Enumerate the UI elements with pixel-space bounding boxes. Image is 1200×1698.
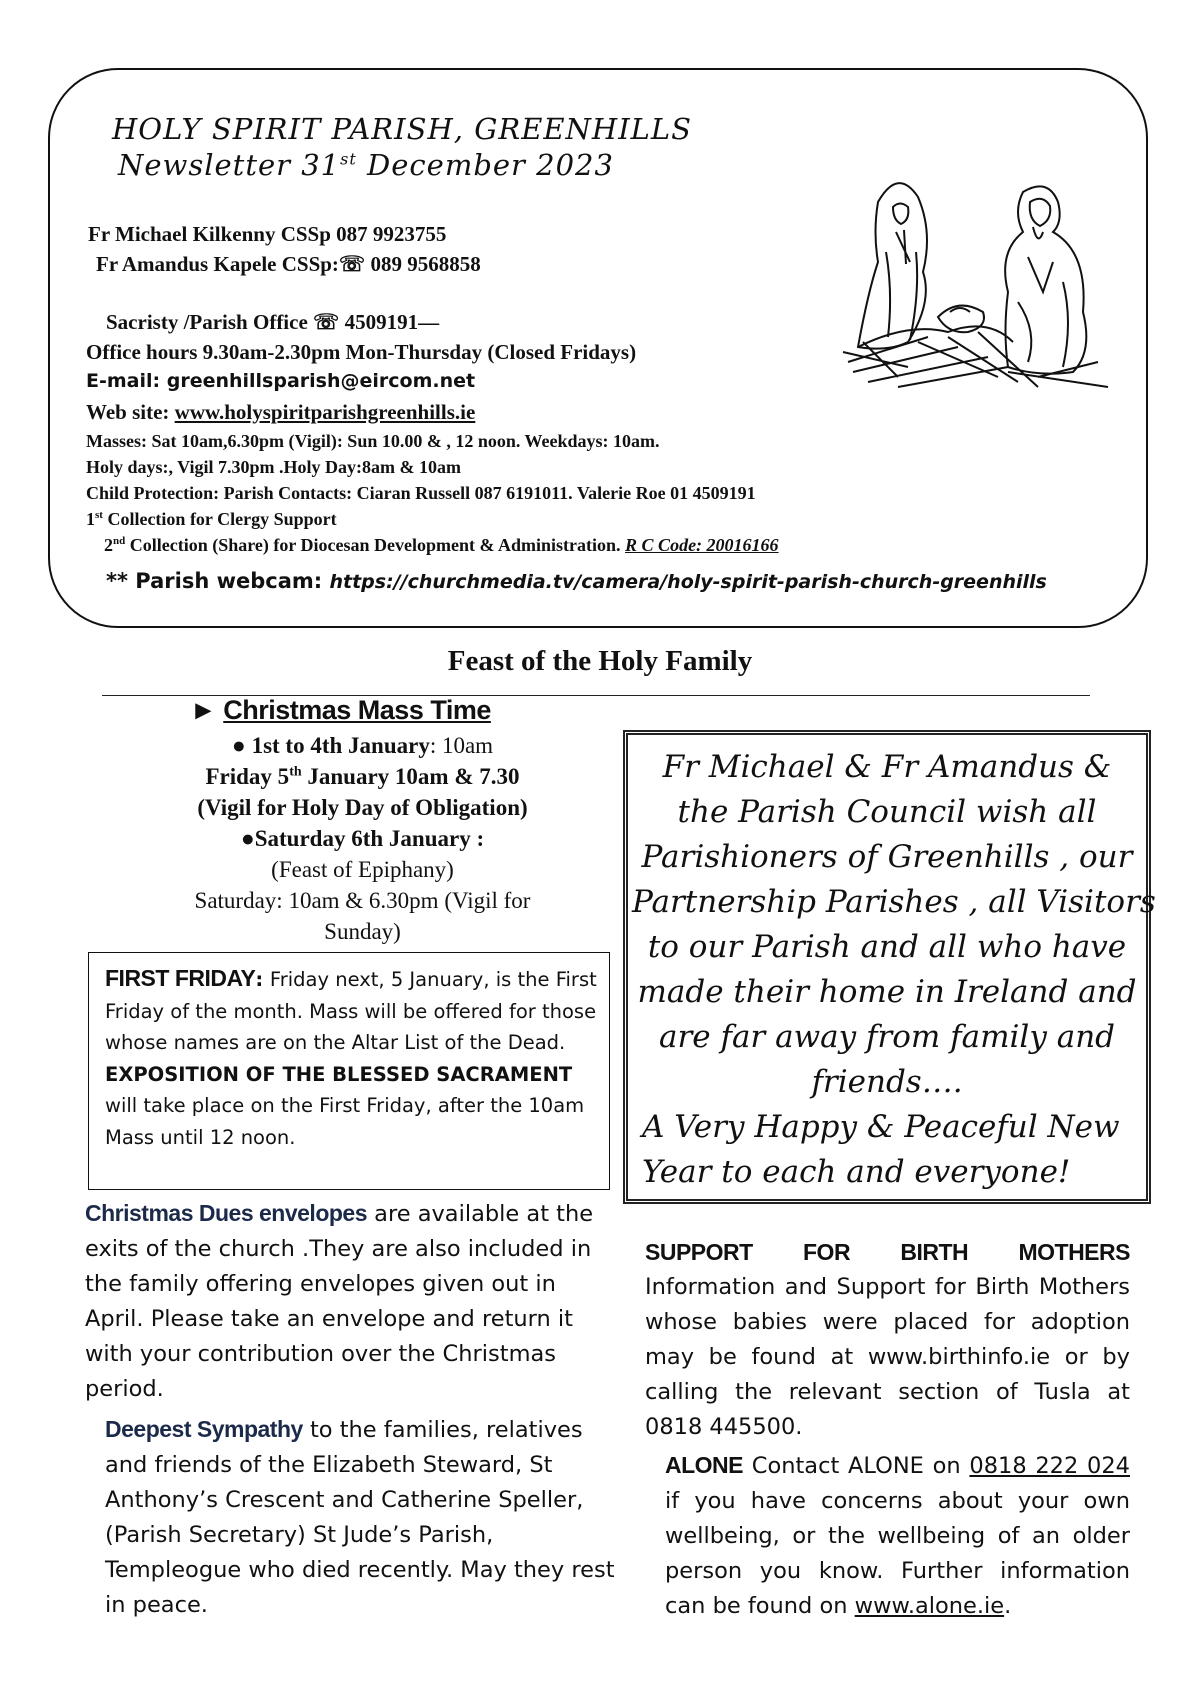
priest-2-contact: Fr Amandus Kapele CSSp:☏ 089 9568858 (96, 252, 481, 276)
website-link[interactable]: www.holyspiritparishgreenhills.ie (174, 400, 476, 424)
christmas-dues: Christmas Dues envelopes are available at the exits of the church .They are also included in the family offering envelopes given out in April. Please take an envelope and return it with your contribution over the Christmas period. (85, 1200, 594, 1402)
greeting-line: to our Parish and all who have (647, 929, 1127, 965)
sympathy-heading: Deepest Sympathy (105, 1416, 303, 1442)
greeting-line: Fr Michael & Fr Amandus & (662, 749, 1112, 785)
first-friday-box: FIRST FRIDAY: Friday next, 5 January, is the First Friday of the month. Mass will be offered for those whose names are on the Altar List of the Dead. EXPOSITION OF THE BLESSED SACRAMENT will take place on the First Friday, after the 10am Mass until 12 noon. (88, 952, 610, 1190)
mass-times: Masses: Sat 10am,6.30pm (Vigil): Sun 10.00 & , 12 noon. Weekdays: 10am. (86, 431, 660, 451)
birth-mothers-heading: SUPPORT FOR BIRTH MOTHERS (645, 1239, 1130, 1265)
deepest-sympathy: Deepest Sympathy to the families, relatives and friends of the Elizabeth Steward, St Anthony’s Crescent and Catherine Speller,(Parish Secretary) St Jude’s Parish, Templeogue who died recently. May they rest in peace. (105, 1416, 615, 1618)
alone-phone[interactable]: 0818 222 024 (969, 1453, 1130, 1479)
mass-line-5: (Feast of Epiphany) (271, 857, 454, 882)
dues-heading: Christmas Dues envelopes (85, 1200, 368, 1226)
greeting-line: the Parish Council wish all (677, 794, 1097, 830)
greeting-line: friends…. (811, 1064, 963, 1100)
mass-line-3: (Vigil for Holy Day of Obligation) (197, 795, 528, 820)
website: Web site: www.holyspiritparishgreenhills.ie (86, 400, 476, 424)
mass-line-7: Sunday) (324, 919, 401, 944)
mass-line-6: Saturday: 10am & 6.30pm (Vigil for (194, 888, 531, 913)
birth-mothers-support (645, 1235, 1130, 1445)
rc-code: R C Code: 20016166 (625, 535, 779, 555)
first-friday-heading: FIRST FRIDAY (105, 965, 256, 991)
greeting-text (632, 745, 1156, 1195)
alone-contact: ALONE Contact ALONE on 0818 222 024 if you have concerns about your own wellbeing, or the wellbeing of an older person you know. Further information can be found on www.alone.ie. (665, 1452, 1130, 1619)
child-protection: Child Protection: Parish Contacts: Ciaran Russell 087 6191011. Valerie Roe 01 4509191 (86, 483, 756, 503)
phone-icon: ☏ (313, 310, 340, 334)
newsletter-date: Newsletter 31st December 2023 (118, 148, 614, 182)
parish-webcam: ** Parish webcam: https://churchmedia.tv/camera/holy-spirit-parish-church-greenhills (106, 569, 1047, 593)
phone-icon: ☏ (338, 252, 366, 276)
greeting-line: Year to each and everyone! (642, 1154, 1071, 1190)
priest-1-contact: Fr Michael Kilkenny CSSp 087 9923755 (88, 222, 447, 246)
greeting-line: made their home in Ireland and (637, 974, 1137, 1010)
alone-website-link[interactable]: www.alone.ie (854, 1593, 1005, 1619)
alone-heading: ALONE (665, 1452, 743, 1478)
email: E-mail: greenhillsparish@eircom.net (86, 370, 476, 392)
mass-line-4: ●Saturday 6th January : (240, 826, 485, 851)
parish-title: HOLY SPIRIT PARISH, GREENHILLS (112, 112, 693, 146)
holy-days: Holy days:, Vigil 7.30pm .Holy Day:8am & 10am (86, 457, 462, 477)
arrow-right-icon: ► (190, 695, 217, 725)
christmas-mass-heading: ► Christmas Mass Time (190, 695, 491, 725)
mass-line-1: ● 1st to 4th January: 10am (231, 733, 494, 758)
greeting-line: are far away from family and (658, 1019, 1116, 1055)
feast-title: Feast of the Holy Family (447, 645, 753, 677)
second-collection: 2nd Collection (Share) for Diocesan Development & Administration. R C Code: 20016166 (104, 535, 779, 555)
greeting-line: Partnership Parishes , all Visitors (632, 884, 1156, 920)
first-collection: 1st Collection for Clergy Support (86, 509, 337, 529)
office-hours: Office hours 9.30am-2.30pm Mon-Thursday (Closed Fridays) (86, 340, 637, 364)
greeting-line: Parishioners of Greenhills , our (641, 839, 1133, 875)
birth-mothers-text: Information and Support for Birth Mothers whose babies were placed for adoption may be found at www.birthinfo.ie or by calling the relevant section of Tusla at 0818 445500. (645, 1274, 1130, 1440)
webcam-link[interactable]: https://churchmedia.tv/camera/holy-spirit-parish-church-greenhills (329, 571, 1047, 593)
sacristy-office: Sacristy /Parish Office ☏ 4509191— (106, 310, 440, 334)
greeting-line: A Very Happy & Peaceful New (642, 1109, 1120, 1145)
mass-line-2: Friday 5th January 10am & 7.30 (205, 764, 520, 789)
nativity-illustration (838, 172, 1118, 397)
greeting-box (623, 730, 1156, 1204)
